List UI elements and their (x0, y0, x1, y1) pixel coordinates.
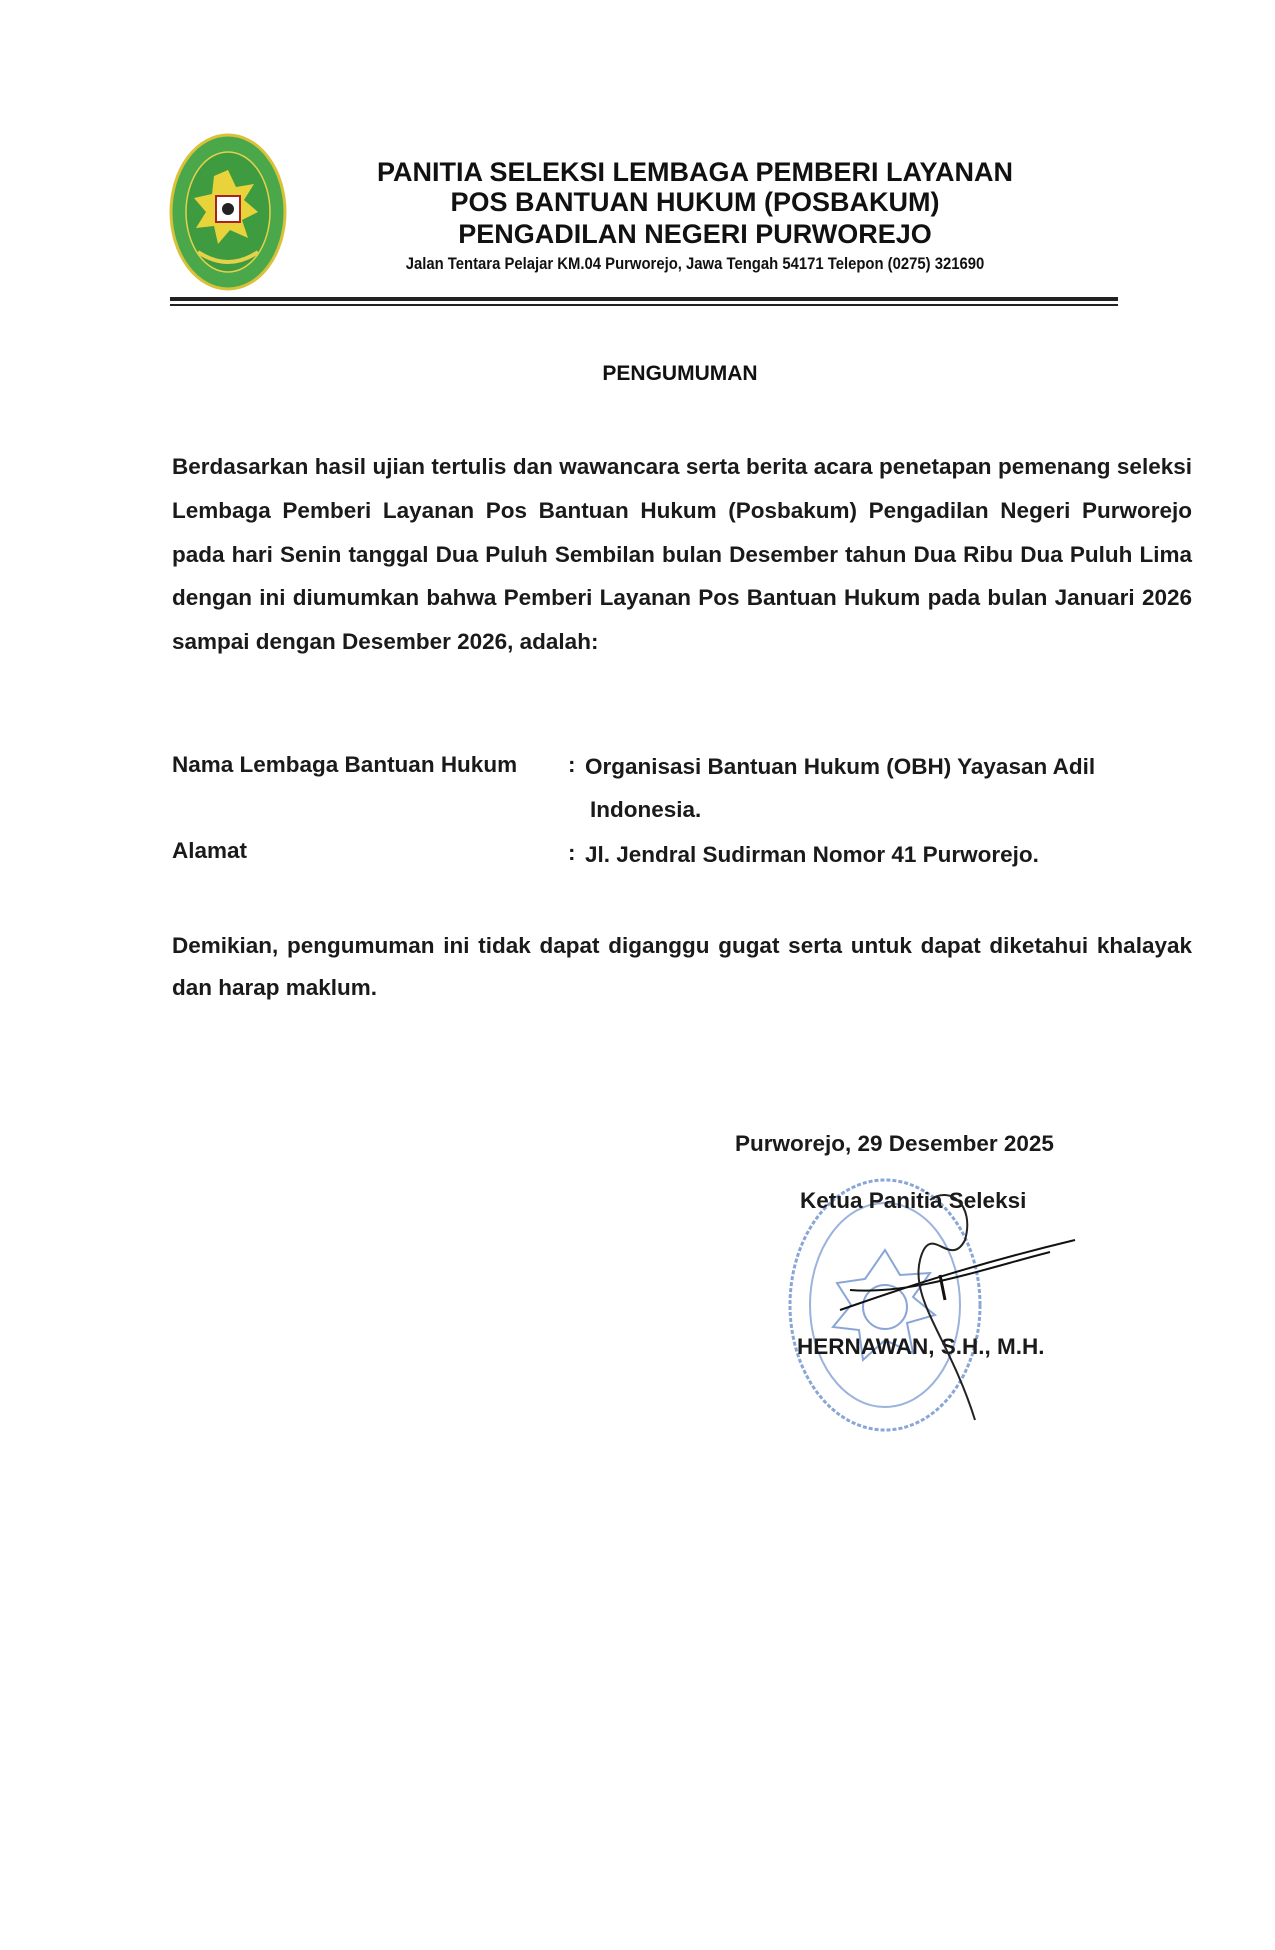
announcement-title: PENGUMUMAN (602, 362, 758, 385)
detail-value-address: Jl. Jendral Sudirman Nomor 41 Purworejo. (585, 842, 1039, 867)
letterhead-rule-thin (170, 304, 1118, 306)
detail-separator: : (568, 752, 576, 777)
letterhead-rule-thick (170, 297, 1118, 301)
signature-position: Ketua Panitia Seleksi (800, 1188, 1027, 1213)
signatory-name: HERNAWAN, S.H., M.H. (797, 1334, 1045, 1359)
signature-place-date: Purworejo, 29 Desember 2025 (735, 1131, 1054, 1156)
detail-label-address: Alamat (172, 838, 248, 863)
letterhead-line-1: PANITIA SELEKSI LEMBAGA PEMBERI LAYANAN (376, 157, 1014, 187)
closing-paragraph: Demikian, pengumuman ini tidak dapat diganggu gugat serta untuk dapat diketahui khalayak dan harap maklum. (172, 933, 1192, 1000)
court-logo (168, 132, 288, 292)
announcement-body: Berdasarkan hasil ujian tertulis dan wawancara serta berita acara penetapan pemenang seleksi Lembaga Pemberi Layanan Pos Bantuan Hukum (Posbakum) Pengadilan Negeri Purworejo pada hari Senin tanggal Dua Puluh Sembilan bulan Desember tahun Dua Ribu Dua Puluh Lima dengan ini diumumkan bahwa Pemberi Layanan Pos Bantuan Hukum pada bulan Januari 2026 sampai dengan Desember 2026, adalah: (172, 454, 1192, 655)
detail-separator: : (568, 840, 576, 865)
detail-value-name-line2: Indonesia. (590, 797, 702, 822)
detail-value-name-line1: Organisasi Bantuan Hukum (OBH) Yayasan Adil (585, 754, 1096, 779)
detail-label-name: Nama Lembaga Bantuan Hukum (172, 752, 518, 777)
letterhead-line-2: POS BANTUAN HUKUM (POSBAKUM) (450, 187, 940, 217)
handwritten-signature (800, 1180, 1100, 1445)
letterhead-address: Jalan Tentara Pelajar KM.04 Purworejo, Jawa Tengah 54171 Telepon (0275) 321690 (405, 255, 985, 273)
letterhead-line-3: PENGADILAN NEGERI PURWOREJO (458, 219, 932, 249)
